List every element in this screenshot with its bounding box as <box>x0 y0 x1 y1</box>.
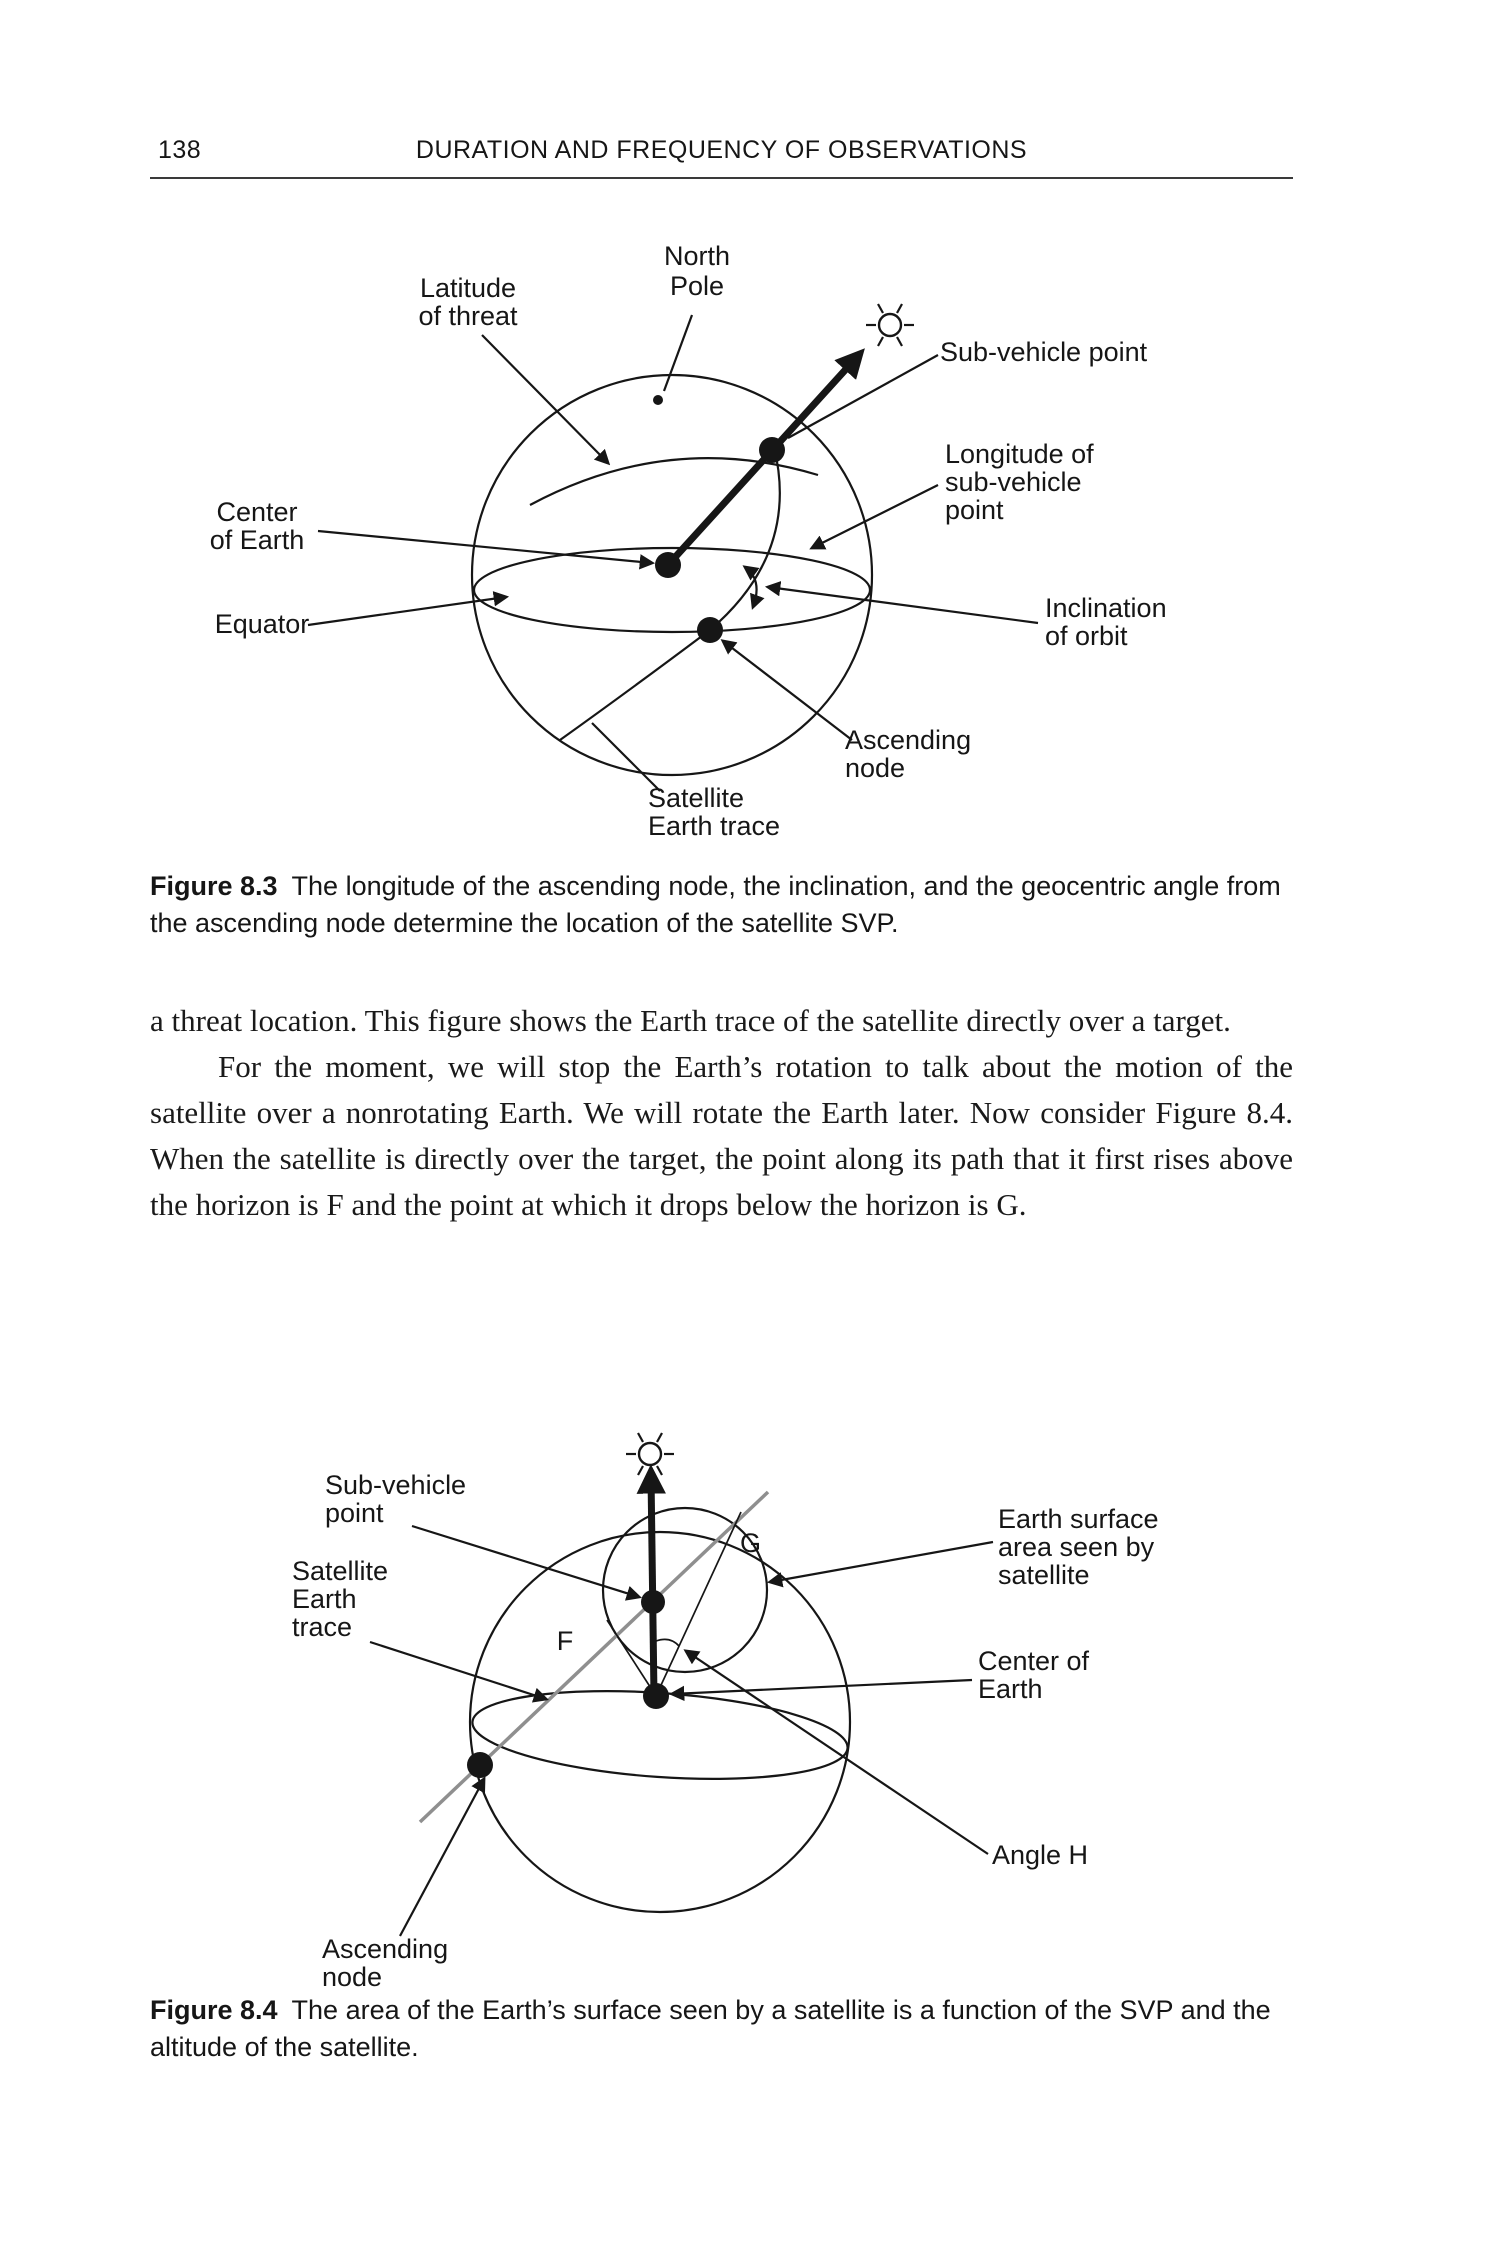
svp-direction-arrow <box>668 357 857 565</box>
figure-8-3-caption-text: The longitude of the ascending node, the inclination, and the geocentric angle from the ascending node determine the location of the satellite SVP. <box>150 871 1281 938</box>
body-paragraph-2: For the moment, we will stop the Earth’s rotation to talk about the motion of the satellite over a nonrotating Earth. We will rotate the Earth later. Now consider Figure 8.4. When the satellite is directly over the target, the point along its path that it first rises above the horizon is F and the point at which it drops below the horizon is G. <box>150 1049 1293 1222</box>
running-head <box>150 136 1293 165</box>
satellite-earth-trace-curve <box>560 447 780 740</box>
center-of-earth-arrow <box>672 1680 972 1694</box>
figure-8-4-caption <box>150 1992 1300 2066</box>
sun-icon <box>626 1433 674 1475</box>
label-latitude-threat: of threat <box>418 301 518 331</box>
center-of-earth-dot <box>655 552 681 578</box>
north-pole-leader <box>664 315 692 391</box>
visible-area-arrow <box>770 1542 993 1582</box>
label-sub-vehicle-point: Sub-vehicle point <box>940 337 1148 367</box>
label-sub-vehicle-point: Sub-vehicle <box>325 1470 467 1500</box>
center-of-earth-arrow <box>318 531 652 563</box>
label-visible-area: area seen by <box>998 1532 1155 1562</box>
running-title: DURATION AND FREQUENCY OF OBSERVATIONS <box>415 136 1028 164</box>
ascending-node-dot <box>697 617 723 643</box>
label-ascending-node: node <box>845 753 906 783</box>
label-center-of-earth: of Earth <box>209 525 305 555</box>
ascending-node-dot <box>467 1752 493 1778</box>
longitude-arrow <box>812 485 938 548</box>
figure-8-4-caption-label: Figure 8.4 <box>150 1995 278 2025</box>
label-center-of-earth: Center <box>216 497 298 527</box>
sub-vehicle-point-leader <box>788 355 938 438</box>
figure-8-4-caption-text: The area of the Earth’s surface seen by a satellite is a function of the SVP and the altitude of the satellite. <box>150 1995 1271 2062</box>
label-center-of-earth: Earth <box>978 1674 1043 1704</box>
label-inclination: Inclination <box>1045 593 1167 623</box>
label-inclination: of orbit <box>1045 621 1128 651</box>
label-visible-area: Earth surface <box>998 1504 1159 1534</box>
label-angle-h: Angle H <box>992 1840 1089 1870</box>
latitude-of-threat-arrow <box>482 335 608 463</box>
header-rule <box>150 177 1293 179</box>
label-ascending-node: Ascending <box>322 1934 449 1964</box>
angle-h-arc <box>656 1639 679 1646</box>
label-earth-trace: Satellite <box>292 1556 389 1586</box>
horizon-line-to-g <box>656 1512 741 1696</box>
page-number: 138 <box>158 136 202 164</box>
north-pole-dot <box>653 395 663 405</box>
label-ascending-node: node <box>322 1962 383 1992</box>
earth-trace-arrow <box>370 1642 546 1699</box>
body-paragraph-1: a threat location. This figure shows the Earth trace of the satellite directly over a target. <box>150 1003 1231 1038</box>
label-north-pole: North <box>663 241 731 271</box>
inclination-leader <box>768 587 1038 623</box>
earth-trace-leader <box>592 723 660 791</box>
label-equator: Equator <box>214 609 310 639</box>
figure-8-3-caption <box>150 868 1295 942</box>
figure-8-3-diagram <box>100 235 1350 895</box>
label-center-of-earth: Center of <box>978 1646 1090 1676</box>
label-earth-trace: trace <box>292 1612 353 1642</box>
sub-vehicle-point-dot <box>641 1590 665 1614</box>
label-sub-vehicle-point: point <box>325 1498 384 1528</box>
label-longitude-svp: point <box>945 495 1004 525</box>
latitude-circle-arc <box>530 458 818 505</box>
label-earth-trace: Earth <box>292 1584 357 1614</box>
figure-8-4-diagram <box>100 1430 1350 2010</box>
label-longitude-svp: Longitude of <box>945 439 1094 469</box>
horizon-line-to-f <box>607 1620 656 1696</box>
label-visible-area: satellite <box>998 1560 1090 1590</box>
label-latitude-threat: Latitude <box>419 273 517 303</box>
sub-vehicle-point-dot <box>759 437 785 463</box>
label-longitude-svp: sub-vehicle <box>945 467 1082 497</box>
center-of-earth-dot <box>643 1683 669 1709</box>
label-earth-trace: Satellite <box>648 783 745 813</box>
label-point-g: G <box>740 1528 762 1558</box>
label-earth-trace: Earth trace <box>648 811 781 841</box>
figure-8-3-caption-label: Figure 8.3 <box>150 871 278 901</box>
body-text <box>150 998 1293 1228</box>
svp-direction-arrow <box>651 1476 654 1696</box>
label-ascending-node: Ascending <box>845 725 972 755</box>
ascending-node-arrow <box>723 641 852 740</box>
label-point-f: F <box>556 1626 574 1656</box>
label-north-pole: Pole <box>669 271 725 301</box>
sun-icon <box>866 304 914 346</box>
